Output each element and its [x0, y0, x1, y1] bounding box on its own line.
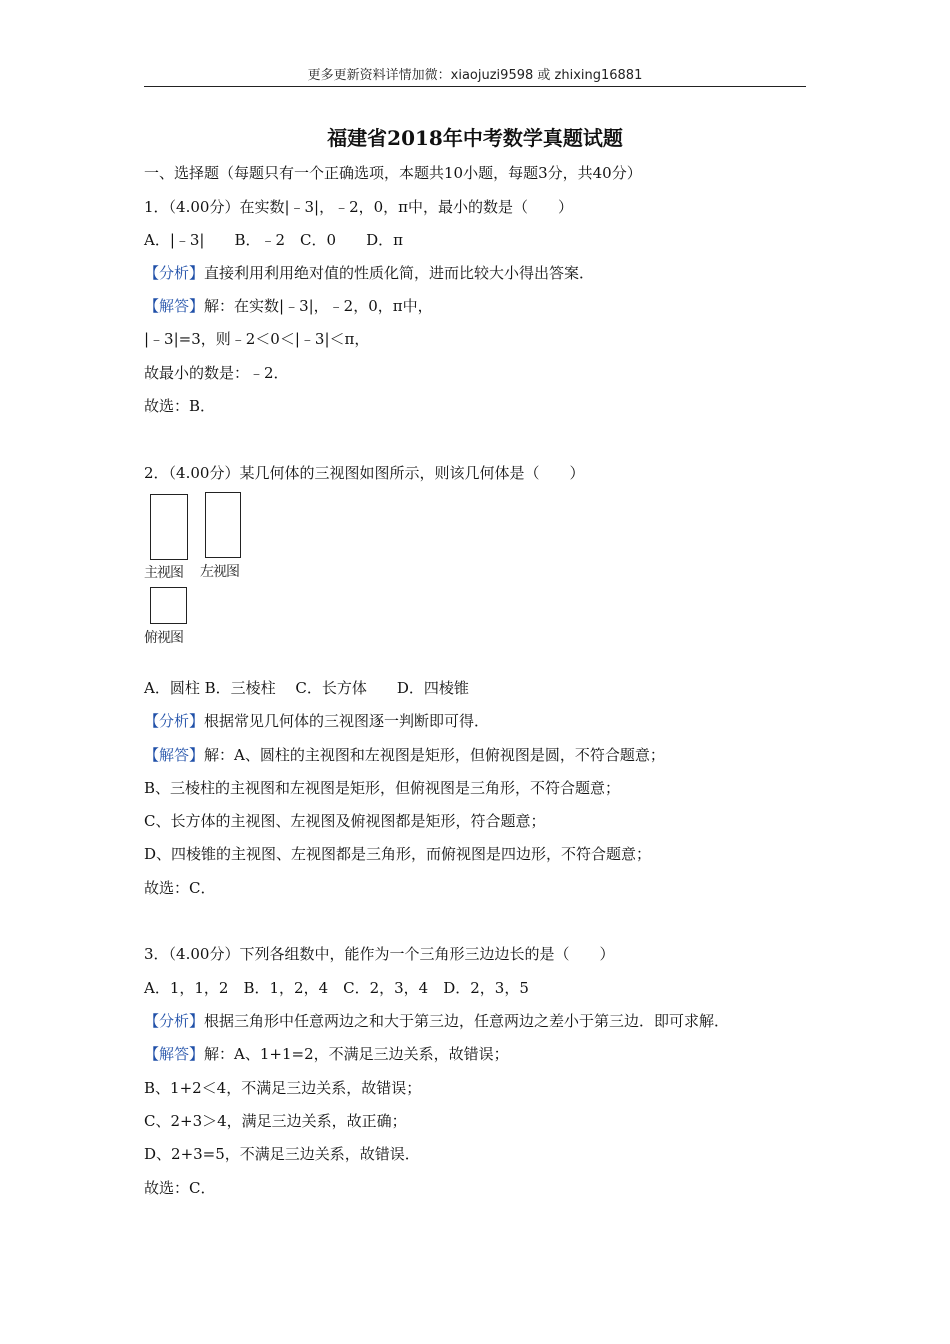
q2-stem: 2．（4.00分）某几何体的三视图如图所示，则该几何体是（ ） [144, 464, 585, 482]
q3-analysis [144, 1010, 729, 1032]
q1-answer [144, 295, 433, 317]
answer-tag: 【解答】 [144, 746, 205, 764]
analysis-tag: 【分析】 [144, 264, 205, 282]
three-views-figure [144, 490, 264, 650]
left-view-caption: 左视图 [200, 564, 239, 580]
analysis-tag: 【分析】 [144, 1012, 205, 1030]
q3-answer-line: 故选：C． [144, 1179, 216, 1197]
q2-options: A．圆柱 B．三棱柱 C．长方体 D．四棱锥 [144, 679, 469, 697]
q2-answer-line: D、四棱锥的主视图、左视图都是三角形，而俯视图是四边形，不符合题意； [144, 845, 652, 863]
left-view-rect [205, 492, 241, 558]
q2-answer-line: B、三棱柱的主视图和左视图是矩形，但俯视图是三角形，不符合题意； [144, 779, 621, 797]
q1-answer-line: |﹣3|=3，则﹣2＜0＜|﹣3|＜π， [144, 330, 370, 348]
q1-analysis [144, 262, 594, 284]
header-rule [144, 86, 806, 87]
q2-analysis-text: 根据常见几何体的三视图逐一判断即可得． [204, 712, 490, 730]
q3-answer-text: 解：A、1+1=2，不满足三边关系，故错误； [204, 1045, 509, 1063]
q3-stem: 3．（4.00分）下列各组数中，能作为一个三角形三边边长的是（ ） [144, 945, 615, 963]
answer-tag: 【解答】 [144, 1045, 205, 1063]
q2-answer-line: C、长方体的主视图、左视图及俯视图都是矩形，符合题意； [144, 812, 546, 830]
front-view-caption: 主视图 [144, 565, 183, 581]
front-view-rect [150, 494, 188, 560]
page-title: 福建省2018年中考数学真题试题 [327, 126, 623, 150]
header-note: 更多更新资料详情加微：xiaojuzi9598 或 zhixing16881 [307, 68, 643, 83]
q3-answer-line: D、2+3=5，不满足三边关系，故错误． [144, 1145, 420, 1163]
q3-answer [144, 1043, 509, 1065]
top-view-square [150, 587, 187, 624]
q2-answer-text: 解：A、圆柱的主视图和左视图是矩形，但俯视图是圆，不符合题意； [204, 746, 665, 764]
section-heading: 一、选择题（每题只有一个正确选项，本题共10小题，每题3分，共40分） [144, 164, 642, 182]
q1-stem: 1．（4.00分）在实数|﹣3|，﹣2，0，π中，最小的数是（ ） [144, 198, 574, 216]
answer-tag: 【解答】 [144, 297, 205, 315]
q2-analysis [144, 710, 489, 732]
q2-answer [144, 744, 665, 766]
q1-answer-text: 解：在实数|﹣3|，﹣2，0，π中， [204, 297, 433, 315]
q3-options: A．1，1，2 B．1，2，4 C．2，3，4 D．2，3，5 [144, 979, 529, 997]
q1-analysis-text: 直接利用利用绝对值的性质化简，进而比较大小得出答案． [204, 264, 595, 282]
q3-answer-line: B、1+2＜4，不满足三边关系，故错误； [144, 1079, 422, 1097]
analysis-tag: 【分析】 [144, 712, 205, 730]
top-view-caption: 俯视图 [144, 630, 183, 646]
q3-answer-line: C、2+3＞4，满足三边关系，故正确； [144, 1112, 407, 1130]
q1-answer-line: 故最小的数是：﹣2． [144, 364, 289, 382]
q2-answer-line: 故选：C． [144, 879, 216, 897]
q1-options: A．|﹣3| B．﹣2 C．0 D．π [144, 231, 403, 249]
q1-answer-line: 故选：B． [144, 397, 216, 415]
q3-analysis-text: 根据三角形中任意两边之和大于第三边，任意两边之差小于第三边．即可求解． [204, 1012, 730, 1030]
